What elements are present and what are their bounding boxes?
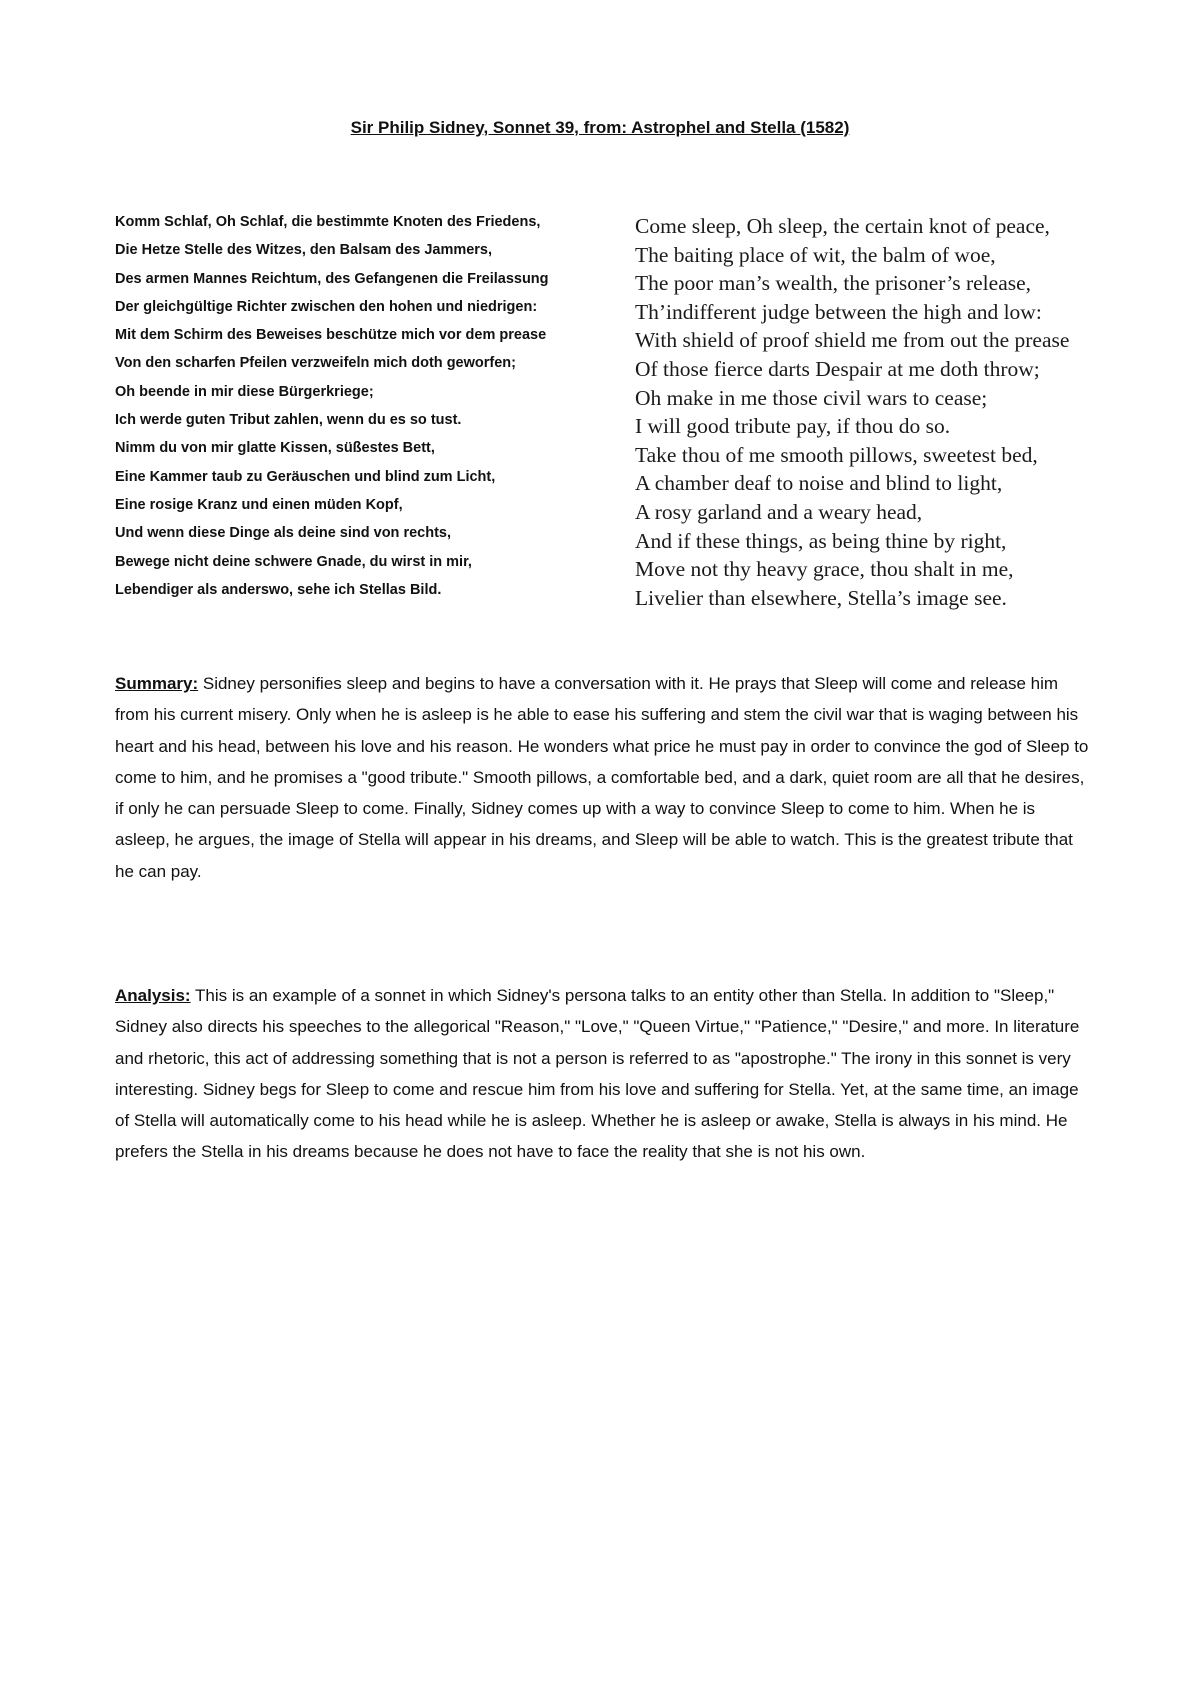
english-line: The baiting place of wit, the balm of woe, — [635, 242, 996, 267]
english-line: Take thou of me smooth pillows, sweetest bed, — [635, 442, 1038, 467]
english-line: The poor man’s wealth, the prisoner’s release, — [635, 271, 1032, 296]
english-line: Livelier than elsewhere, Stella’s image see. — [635, 585, 1007, 610]
english-line: Come sleep, Oh sleep, the certain knot of peace, — [635, 214, 1050, 238]
analysis-paragraph — [115, 980, 1090, 1168]
german-line: Lebendiger als anderswo, sehe ich Stellas Bild. — [115, 581, 442, 598]
german-line: Nimm du von mir glatte Kissen, süßestes Bett, — [115, 440, 435, 457]
analysis-label: Analysis: — [115, 986, 191, 1005]
german-line: Eine Kammer taub zu Geräuschen und blind zum Licht, — [115, 468, 496, 485]
german-line: Die Hetze Stelle des Witzes, den Balsam des Jammers, — [115, 242, 493, 259]
summary-paragraph — [115, 668, 1090, 887]
english-line: Of those fierce darts Despair at me doth throw; — [635, 356, 1040, 381]
german-translation — [115, 208, 635, 604]
german-line: Des armen Mannes Reichtum, des Gefangenen die Freilassung — [115, 270, 549, 287]
english-line: Move not thy heavy grace, thou shalt in me, — [635, 557, 1014, 582]
german-line: Komm Schlaf, Oh Schlaf, die bestimmte Knoten des Friedens, — [115, 214, 541, 230]
english-original — [635, 212, 1170, 612]
english-line: Th’indifferent judge between the high and low: — [635, 299, 1042, 324]
german-line: Der gleichgültige Richter zwischen den hohen und niedrigen: — [115, 298, 538, 315]
german-line: Und wenn diese Dinge als deine sind von rechts, — [115, 525, 451, 542]
english-line: A chamber deaf to noise and blind to light, — [635, 471, 1003, 496]
summary-label: Summary: — [115, 674, 199, 693]
english-line: Oh make in me those civil wars to cease; — [635, 385, 988, 410]
english-line: A rosy garland and a weary head, — [635, 499, 923, 524]
english-line: I will good tribute pay, if thou do so. — [635, 414, 951, 439]
german-line: Eine rosige Kranz und einen müden Kopf, — [115, 496, 403, 513]
german-line: Bewege nicht deine schwere Gnade, du wirst in mir, — [115, 553, 472, 570]
summary-text: Sidney personifies sleep and begins to have a conversation with it. He prays that Sleep will come and release him from his current misery. Only when he is asleep is he able to ease his suffering and stem the civil war that is waging between his heart and his head, between his love and his reason. He wonders what price he must pay in order to convince the god of Sleep to come to him, and he promises a "good tribute." Smooth pillows, a comfortable bed, and a dark, quiet room are all that he desires, if only he can persuade Sleep to come. Finally, Sidney comes up with a way to convince Sleep to come to him. When he is asleep, he argues, the image of Stella will appear in his dreams, and Sleep will be able to watch. This is the greatest tribute that he can pay. — [115, 674, 1089, 881]
english-line: With shield of proof shield me from out the prease — [635, 328, 1070, 353]
german-line: Von den scharfen Pfeilen verzweifeln mich doth geworfen; — [115, 355, 516, 372]
analysis-text: This is an example of a sonnet in which Sidney's persona talks to an entity other than Stella. In addition to "Sleep," Sidney also directs his speeches to the allegorical "Reason," "Love," "Queen Virtue," "Patience," "Desire," and more. In literature and rhetoric, this act of addressing something that is not a person is referred to as "apostrophe." The irony in this sonnet is very interesting. Sidney begs for Sleep to come and rescue him from his love and suffering for Stella. Yet, at the same time, an image of Stella will automatically come to his head while he is asleep. Whether he is asleep or awake, Stella is always in his mind. He prefers the Stella in his dreams because he does not have to face the reality that she is not his own. — [115, 986, 1080, 1162]
german-line: Oh beende in mir diese Bürgerkriege; — [115, 383, 374, 400]
german-line: Ich werde guten Tribut zahlen, wenn du es so tust. — [115, 412, 462, 429]
page-title: Sir Philip Sidney, Sonnet 39, from: Astrophel and Stella (1582) — [350, 118, 850, 137]
german-line: Mit dem Schirm des Beweises beschütze mich vor dem prease — [115, 327, 547, 344]
english-line: And if these things, as being thine by right, — [635, 528, 1007, 553]
